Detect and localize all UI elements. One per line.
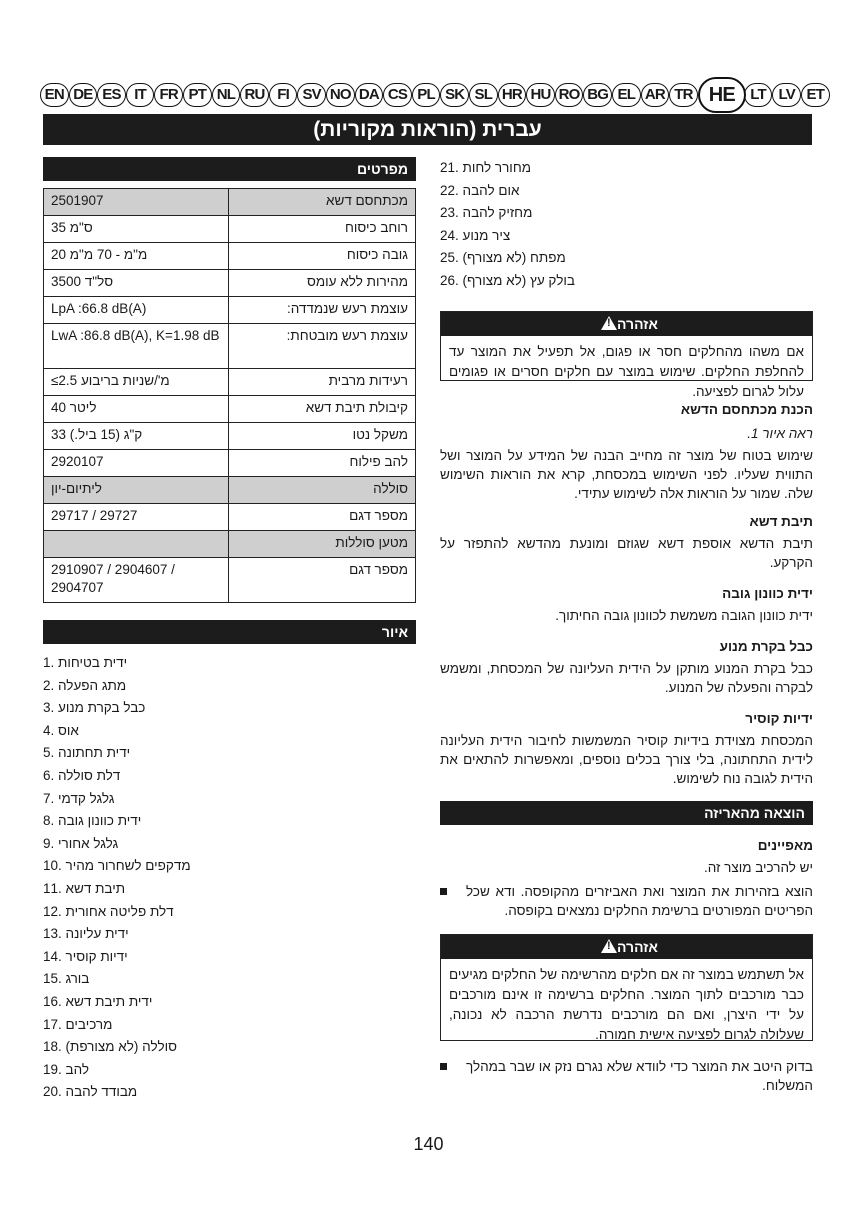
language-he: HE — [698, 77, 746, 113]
specs-table — [43, 188, 416, 603]
language-cs: CS — [383, 83, 412, 107]
assembly-subheading: מאפיינים — [757, 838, 813, 853]
language-da: DA — [355, 83, 384, 107]
list-item: 20. מבודד להבה — [43, 1084, 138, 1100]
spec-value: 40 ליטר — [44, 396, 229, 423]
section-subtext: ראה איור 1. — [747, 426, 813, 441]
list-item: 22. אום להבה — [440, 182, 520, 198]
spec-row — [44, 297, 416, 324]
spec-row — [44, 189, 416, 216]
spec-row — [44, 477, 416, 504]
spec-row — [44, 270, 416, 297]
parts-heading: איור — [43, 620, 416, 644]
spec-row — [44, 243, 416, 270]
language-hu: HU — [526, 83, 555, 107]
spec-label: מהירות ללא עומס — [229, 270, 416, 297]
warning-triangle-icon — [601, 939, 617, 953]
language-hr: HR — [498, 83, 527, 107]
bullet-item — [440, 882, 813, 920]
spec-row — [44, 450, 416, 477]
list-item: 21. מחורר לחות — [440, 160, 531, 175]
language-no: NO — [326, 83, 355, 107]
list-item: 26. בולק עץ (לא מצורף) — [440, 272, 575, 288]
warning-box-1 — [440, 311, 813, 399]
spec-label: סוללה — [229, 477, 416, 504]
spec-row — [44, 558, 416, 603]
spec-value: ≤2.5 מ'/שניות בריבוע — [44, 369, 229, 396]
spec-value: 2920107 — [44, 450, 229, 477]
page-title: עברית (הוראות מקוריות) — [43, 114, 812, 145]
language-selector — [40, 81, 825, 111]
language-lv: LV — [772, 83, 801, 107]
list-item: 18. סוללה (לא מצורפת) — [43, 1039, 177, 1055]
bullet-text: הוצא בזהירות את המוצר ואת האביזרים מהקופסה. ודא שכל הפריטים המפורטים ברשימת החלקים נמצאים בקופסה. — [466, 884, 813, 918]
spec-label: גובה כיסוח — [229, 243, 416, 270]
language-pt: PT — [183, 83, 212, 107]
language-ar: AR — [641, 83, 670, 107]
parts-list-continued — [440, 157, 813, 293]
list-item: 15. בורג — [43, 971, 90, 987]
spec-value: ליתיום-יון — [44, 477, 229, 504]
language-en: EN — [40, 83, 69, 107]
list-item: 16. ידית תיבת דשא — [43, 993, 153, 1009]
list-item: 2. מתג הפעלה — [43, 677, 127, 693]
section-text: כבל בקרת המנוע מותקן על הידית העליונה של המכסחת, ומשמש לבקרה והפעלה של המנוע. — [440, 661, 813, 695]
spec-label: עוצמת רעש מובטחת: — [229, 324, 416, 369]
spec-value: LwA :86.8 dB(A), K=1.98 dB — [44, 324, 229, 369]
page-number: 140 — [413, 1134, 444, 1154]
spec-label: מספר דגם — [229, 558, 416, 603]
spec-label: להב פילוח — [229, 450, 416, 477]
spec-value: LpA :66.8 dB(A) — [44, 297, 229, 324]
list-item: 3. כבל בקרת מנוע — [43, 700, 146, 716]
warning-heading: אזהרה! — [441, 312, 812, 336]
language-ro: RO — [555, 83, 584, 107]
list-item: 13. ידית עליונה — [43, 926, 129, 942]
list-item: 24. ציר מנוע — [440, 227, 511, 243]
list-item: 1. ידית בטיחות — [43, 655, 128, 670]
spec-value: 29717 / 29727 — [44, 504, 229, 531]
list-item: 7. גלגל קדמי — [43, 790, 115, 806]
list-item: 4. אוס — [43, 722, 79, 738]
language-pl: PL — [412, 83, 441, 107]
spec-value: 33 ק"ג (15 ביל.) — [44, 423, 229, 450]
language-fr: FR — [154, 83, 183, 107]
language-nl: NL — [212, 83, 241, 107]
list-item: 5. ידית תחתונה — [43, 745, 131, 761]
section-text: תיבת הדשא אוספת דשא שגוזם ומונעת מהדשא להתפזר על הקרקע. — [440, 536, 813, 570]
language-es: ES — [97, 83, 126, 107]
section-heading: ידיות קוסיר — [745, 711, 813, 726]
language-tr: TR — [669, 83, 698, 107]
specs-heading: מפרטים — [43, 157, 416, 181]
warning-text: אם משהו מהחלקים חסר או פגום, אל תפעיל את המוצר עד להחלפת החלקים. שימוש במוצר עם חלקים חסרים או פגומים עלול לגרום לפציעה. — [449, 344, 804, 399]
spec-row — [44, 369, 416, 396]
language-lt: LT — [744, 83, 773, 107]
spec-value: 3500 סל"ד — [44, 270, 229, 297]
spec-label: עוצמת רעש שנמדדה: — [229, 297, 416, 324]
spec-row — [44, 531, 416, 558]
list-item: 19. להב — [43, 1061, 90, 1077]
list-item: 23. מחזיק להבה — [440, 205, 533, 221]
spec-label: מספר דגם — [229, 504, 416, 531]
language-el: EL — [612, 83, 641, 107]
spec-value: 20 מ"מ - 70 מ"מ — [44, 243, 229, 270]
list-item: 9. גלגל אחורי — [43, 835, 119, 851]
spec-row — [44, 324, 416, 369]
language-ru: RU — [240, 83, 269, 107]
list-item: 11. תיבת דשא — [43, 880, 126, 896]
language-de: DE — [69, 83, 98, 107]
spec-row — [44, 504, 416, 531]
spec-value: 35 ס"מ — [44, 216, 229, 243]
bullet-text: בדוק היטב את המוצר כדי לוודא שלא נגרם נזק או שבר במהלך המשלוח. — [466, 1059, 813, 1093]
spec-row — [44, 396, 416, 423]
spec-row — [44, 216, 416, 243]
spec-label: מטען סוללות — [229, 531, 416, 558]
language-sv: SV — [297, 83, 326, 107]
section-heading: כבל בקרת מנוע — [719, 639, 813, 654]
spec-label: רוחב כיסוח — [229, 216, 416, 243]
section-text: שימוש בטוח של מוצר זה מחייב הבנה של המידע על המוצר ושל התווית שעליו. לפני השימוש במכסחת, קרא את הוראות השימוש שלה. שמור על הוראות אלה לשימוש עתידי. — [440, 448, 813, 501]
bullet-icon — [440, 1063, 447, 1070]
parts-list — [43, 652, 416, 1104]
list-item: 8. ידית כוונון גובה — [43, 813, 142, 829]
spec-label: מכתחסם דשא — [229, 189, 416, 216]
bullet-icon — [440, 888, 447, 895]
list-item: 6. דלת סוללה — [43, 767, 121, 783]
list-item: 12. דלת פליטה אחורית — [43, 903, 174, 919]
warning-text: אל תשתמש במוצר זה אם חלקים מהרשימה של החלקים מגיעים כבר מורכבים לתוך המוצר. החלקים ברשימה זו אינם מורכבים על ידי היצרן, ואם הם מורכבים נדרשת הרכבה לא נכונה, שעלולה לגרום לפציעה אישית חמורה. — [449, 967, 804, 1042]
language-it: IT — [126, 83, 155, 107]
section-heading: ידית כוונון גובה — [722, 586, 813, 601]
list-item: 25. מפתח (לא מצורף) — [440, 250, 566, 266]
spec-label: משקל נטו — [229, 423, 416, 450]
section-heading: תיבת דשא — [749, 514, 813, 529]
spec-value — [44, 531, 229, 558]
language-sl: SL — [469, 83, 498, 107]
spec-label: קיבולת תיבת דשא — [229, 396, 416, 423]
assembly-subtext: יש להרכיב מוצר זה. — [703, 860, 813, 875]
spec-value: 2910907 / 2904607 / 2904707 — [44, 558, 229, 603]
section-heading: הכנת מכתחסם הדשא — [680, 402, 813, 417]
list-item: 17. מרכיבים — [43, 1016, 113, 1032]
list-item: 14. ידיות קוסיר — [43, 948, 128, 964]
warning-heading: אזהרה! — [441, 935, 812, 959]
language-bg: BG — [583, 83, 612, 107]
assembly-heading: הוצאה מהאריזה — [440, 801, 813, 825]
spec-value: 2501907 — [44, 189, 229, 216]
spec-label: רעידות מרבית — [229, 369, 416, 396]
bullet-item — [440, 1057, 813, 1095]
language-sk: SK — [440, 83, 469, 107]
list-item: 10. מדקפים לשחרור מהיר — [43, 858, 191, 874]
section-text: ידית כוונון הגובה משמשת לכוונון גובה החיתוך. — [555, 608, 813, 623]
spec-row — [44, 423, 416, 450]
warning-triangle-icon — [601, 316, 617, 330]
language-fi: FI — [269, 83, 298, 107]
language-et: ET — [801, 83, 830, 107]
section-text: המכסחת מצוידת בידיות קוסיר המשמשות לחיבור הידית העליונה לידית התחתונה, בלי צורך בכלים נוספים, ומאפשרות להתאים את הידית לגובה נוח לשימוש. — [440, 733, 813, 786]
warning-box-2 — [440, 934, 813, 1041]
